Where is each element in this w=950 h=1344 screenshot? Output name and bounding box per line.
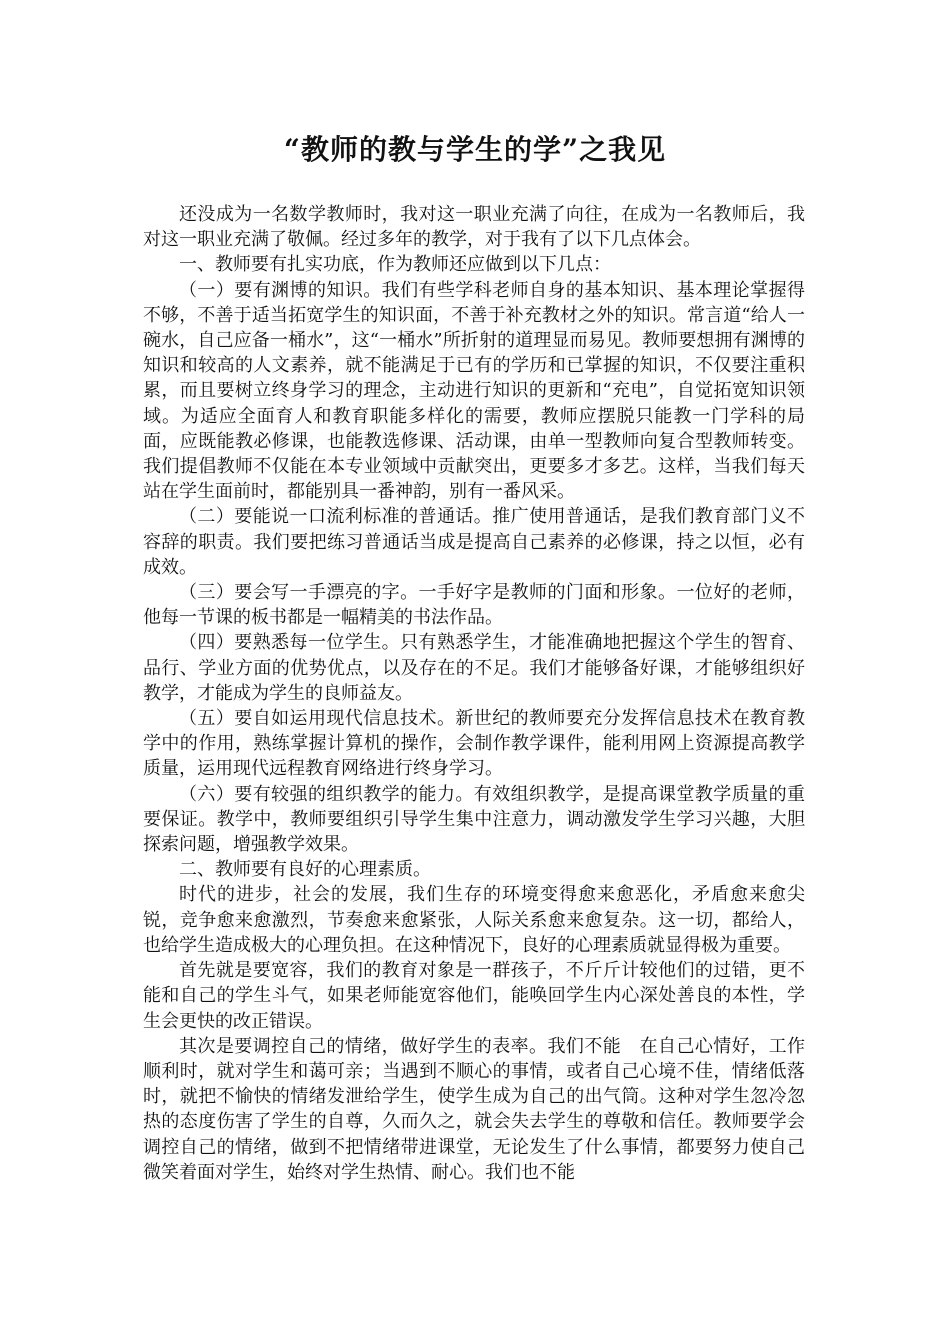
- paragraph-organization: （六）要有较强的组织教学的能力。有效组织教学，是提高课堂教学质量的重要保证。教学中，教师要组织引导学生集中注意力，调动激发学生学习兴趣，大胆探索问题，增强教学效果。: [143, 783, 805, 856]
- paragraph-heading-2: 二、教师要有良好的心理素质。: [179, 859, 431, 881]
- document-title: “教师的教与学生的学”之我见: [283, 133, 667, 166]
- paragraph-heading-1: 一、教师要有扎实功底，作为教师还应做到以下几点：: [179, 254, 611, 276]
- paragraph-it-skills: （五）要自如运用现代信息技术。新世纪的教师要充分发挥信息技术在教育教学中的作用，熟练掌握计算机的操作，会制作教学课件，能利用网上资源提高教学质量，运用现代远程教育网络进行终身学习。: [143, 708, 805, 780]
- paragraph-intro: 还没成为一名数学教师时，我对这一职业充满了向往，在成为一名教师后，我对这一职业充满了敬佩。经过多年的教学，对于我有了以下几点体会。: [143, 204, 805, 251]
- paragraph-know-students: （四）要熟悉每一位学生。只有熟悉学生，才能准确地把握这个学生的智育、品行、学业方面的优势优点，以及存在的不足。我们才能够备好课，才能够组织好教学，才能成为学生的良师益友。: [143, 632, 805, 704]
- paragraph-knowledge: （一）要有渊博的知识。我们有些学科老师自身的基本知识、基本理论掌握得不够，不善于适当拓宽学生的知识面，不善于补充教材之外的知识。常言道“给人一碗水，自己应备一桶水”，这“一桶水”所折射的道理显而易见。教师要想拥有渊博的知识和较高的人文素养，就不能满足于已有的学历和已掌握的知识，不仅要注重积累，而且要树立终身学习的理念，主动进行知识的更新和“充电”，自觉拓宽知识领域。为适应全面育人和教育职能多样化的需要，教师应摆脱只能教一门学科的局面，应既能教必修课，也能教选修课、活动课，由单一型教师向复合型教师转变。我们提倡教师不仅能在本专业领域中贡献突出，更要多才多艺。这样，当我们每天站在学生面前时，都能别具一番神韵，别有一番风采。: [143, 279, 805, 503]
- paragraph-mandarin: （二）要能说一口流利标准的普通话。推广使用普通话，是我们教育部门义不容辞的职责。我们要把练习普通话当成是提高自己素养的必修课，持之以恒，必有成效。: [143, 506, 805, 578]
- document-body: [143, 202, 805, 1185]
- paragraph-times: 时代的进步，社会的发展，我们生存的环境变得愈来愈恶化，矛盾愈来愈尖锐，竞争愈来愈激烈，节奏愈来愈紧张，人际关系愈来愈复杂。这一切，都给人，也给学生造成极大的心理负担。在这种情况下，良好的心理素质就显得极为重要。: [143, 884, 805, 956]
- paragraph-handwriting: （三）要会写一手漂亮的字。一手好字是教师的门面和形象。一位好的老师，他每一节课的板书都是一幅精美的书法作品。: [143, 582, 805, 629]
- paragraph-emotions: 其次是要调控自己的情绪，做好学生的表率。我们不能 在自己心情好，工作顺利时，就对学生和蔼可亲；当遇到不顺心的事情，或者自己心境不佳，情绪低落时，就把不愉快的情绪发泄给学生，使学生成为自己的出气筒。这种对学生忽冷忽热的态度伤害了学生的自尊，久而久之，就会失去学生的尊敬和信任。教师要学会调控自己的情绪，做到不把情绪带进课堂，无论发生了什么事情，都要努力使自己微笑着面对学生，始终对学生热情、耐心。我们也不能: [143, 1035, 805, 1183]
- paragraph-tolerance: 首先就是要宽容，我们的教育对象是一群孩子，不斤斤计较他们的过错，更不能和自己的学生斗气，如果老师能宽容他们，能唤回学生内心深处善良的本性，学生会更快的改正错误。: [143, 960, 805, 1032]
